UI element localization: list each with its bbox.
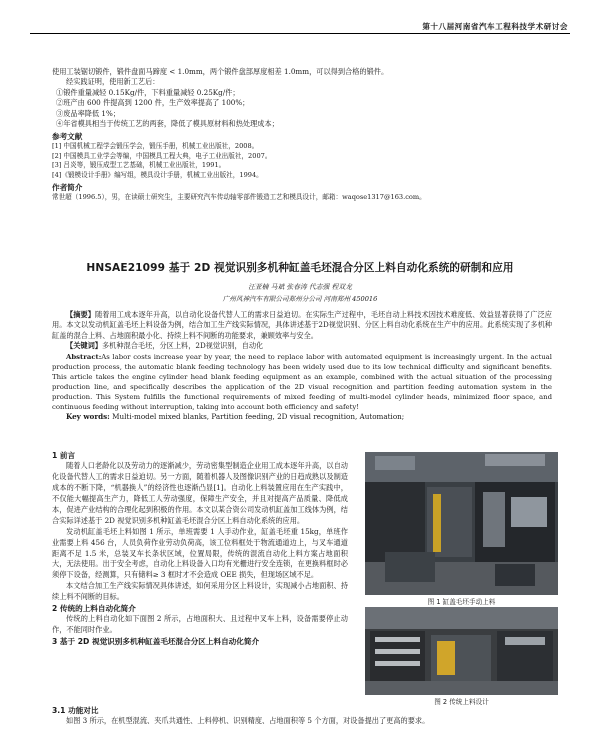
keywords-en-text: Multi-model mixed blanks, Partition feeding, 2D visual recognition, Automation; xyxy=(112,411,405,421)
keywords-cn-text: 多机种混合毛坯，分区上料，2D视觉识别，自动化 xyxy=(101,341,264,351)
figure-1-image xyxy=(365,452,558,595)
prev-para-1: 使用工装锯切锻件，锻件盘面马蹄度 < 1.0mm，两个锻件盘部厚度相差 1.0mm，可以得到合格的锻件。 xyxy=(52,67,389,76)
section-3-1-para-1: 如图 3 所示，在机型混流、夹爪共通性、上料停机、识别精度、占地面积等 5 个方面，对设备提出了更高的要求。 xyxy=(66,716,430,725)
running-header xyxy=(30,20,570,34)
prev-para-2: 经实践证明，使用新工艺后： xyxy=(66,77,160,87)
keywords-en xyxy=(52,412,552,422)
prev-item-2: ②班产由 600 件提高到 1200 件，生产效率提高了 100%； xyxy=(56,98,250,108)
section-2-heading: 2 传统的上料自动化简介 xyxy=(52,604,136,614)
article-title: HNSAE21099 基于 2D 视觉识别多机种缸盖毛坯混合分区上料自动化系统的研制和应用 xyxy=(86,262,514,274)
reference-4: [4]《锻模设计手册》编写组，模具设计手册，机械工业出版社，1994。 xyxy=(52,171,263,180)
body-left-column xyxy=(52,450,348,647)
abstract-cn-text: 随着用工成本逐年升高，以自动化设备代替人工的需求日益迫切。在实际生产过程中，毛坯自动上料技术因技术难度低、效益显著获得了广泛应用。本文以发动机缸盖毛坯上料设备为例，结合加工生产线实际情况，具体讲述基于2D视觉识别、分区上料自动化系统在生产中的应用。此系统实现了多机种缸盖的混合上料、占地面积最小化、持续上料不间断的功能要求，兼顾效率与安全。 xyxy=(52,310,552,340)
section-3-heading: 3 基于 2D 视觉识别多机种缸盖毛坯混合分区上料自动化简介 xyxy=(52,637,260,647)
reference-2: [2] 中国模具工业学会等编，中国模具工程大典，电子工业出版社，2007。 xyxy=(52,151,272,160)
author-bio-heading: 作者简介 xyxy=(52,183,83,193)
reference-1: [1] 中国机械工程学会锻压学会，锻压手册，机械工业出版社，2008。 xyxy=(52,141,259,150)
figure-2-image xyxy=(365,607,558,695)
article-affiliation: 广州风神汽车有限公司郑州分公司 河南郑州 450016 xyxy=(222,295,378,303)
keywords-en-label: Key words: xyxy=(66,411,110,421)
abstract-en xyxy=(52,352,552,412)
reference-3: [3] 吕炎等，锻压成型工艺基础，机械工业出版社，1991。 xyxy=(52,161,226,170)
abstract-en-label: Abstract: xyxy=(66,352,102,361)
figure-2-caption: 图 2 传统上料设计 xyxy=(434,698,489,706)
section-3-1-block xyxy=(52,705,552,726)
prev-item-4: ④年省模具相当于传统工艺的两套，降低了模具原材料和热处理成本； xyxy=(56,119,279,129)
abstract-cn xyxy=(52,310,552,341)
article-authors: 汪亚楠 马斌 张春涛 代志强 程双龙 xyxy=(248,283,352,291)
section-1-heading: 1 前言 xyxy=(52,451,76,460)
figure-2-photo xyxy=(365,607,558,695)
section-1-para-1: 随着人口老龄化以及劳动力的逐渐减少，劳动密集型制造企业用工成本逐年升高，以自动化设备代替人工的需求日益迫切。另一方面，随着机器人及图像识别产业的日趋成熟以及制造成本的不断下降，“机器换人”的经济性也逐渐凸显[1]。自动化上料装置应用在生产实践中，不仅能大幅提高生产力，降低工人劳动强度，保障生产安全，并且对提高产品质量、降低成本，促进产业结构的合理化起到积极的作用。本文以某合资公司发动机缸盖加工线体为例，结合实际详述基于 2D 视觉识别多机种缸盖毛坯混合分区上料自动化系统的应用。 xyxy=(52,461,348,525)
figure-1-caption: 图 1 缸盖毛坯手动上料 xyxy=(427,598,496,606)
section-1-para-2: 发动机缸盖毛坯上料如图 1 所示，单班需要 1 人手动作业，缸盖毛坯重 15kg，单班作业需要上料 456 台，人员负荷作业劳动负荷高，该工位料框处于物流通道边上，与叉车通道距离不足 1.5 米，总装叉车长条状区域，位置局限，传统的混流自动化上料方案占地面积大，无法使用。出于安全考虑，自动化上料设备入口均有光栅进行安全连锁，在更换料框时必须停下设备，经测算，只有储料≥ 3 框时才不会造成 OEE 损失，但现场区域不足。 xyxy=(52,526,348,580)
references-heading: 参考文献 xyxy=(52,131,83,141)
prev-item-1: ①锻件重量减轻 0.15Kg/件，下料重量减轻 0.25Kg/件； xyxy=(56,87,240,97)
abstract-label: 【摘要】 xyxy=(66,310,96,319)
section-2-para-1: 传统的上料自动化如下面图 2 所示，占地面积大、且过程中叉车上料，设备需要停止动作，不能同时作业。 xyxy=(52,614,348,635)
keywords-cn xyxy=(52,341,552,351)
section-1-para-3: 本文结合加工生产线实际情况具体讲述，如何采用分区上料设计，实现减小占地面积、持续上料不间断的目标。 xyxy=(52,581,348,602)
conference-title: 第十八届河南省汽车工程科技学术研讨会 xyxy=(422,22,568,31)
prev-item-3: ③废品率降低 1%； xyxy=(56,108,121,118)
abstract-en-text: As labor costs increase year by year, the need to replace labor with automated equipment is increasingly urgent. In the actual production process, the automatic blank feeding technology has been widely used due to its low technical difficulty and significant benefits. This article takes the engine cylinder head blank feeding equipment as an example, combined with the actual situation of the processing production line, and specifically describes the application of the 2D visual recognition and partition feeding automation system in the production. This System fulfills the functional requirements of mixed feeding of multi-model cylinder heads, minimized floor space, and continuous feeding without interruption, taking into account both efficiency and safety! xyxy=(52,352,552,411)
prev-article-tail xyxy=(52,67,552,203)
author-bio: 常世超（1996.5），男，在读硕士研究生，主要研究汽车传动轴零部件锻造工艺和模具设计，邮箱：waqose1317@163.com。 xyxy=(52,193,426,202)
section-3-1-heading: 3.1 功能对比 xyxy=(52,706,99,715)
keywords-label: 【关键词】 xyxy=(66,341,102,351)
figure-1-photo xyxy=(365,452,558,595)
abstract-block xyxy=(52,310,552,422)
